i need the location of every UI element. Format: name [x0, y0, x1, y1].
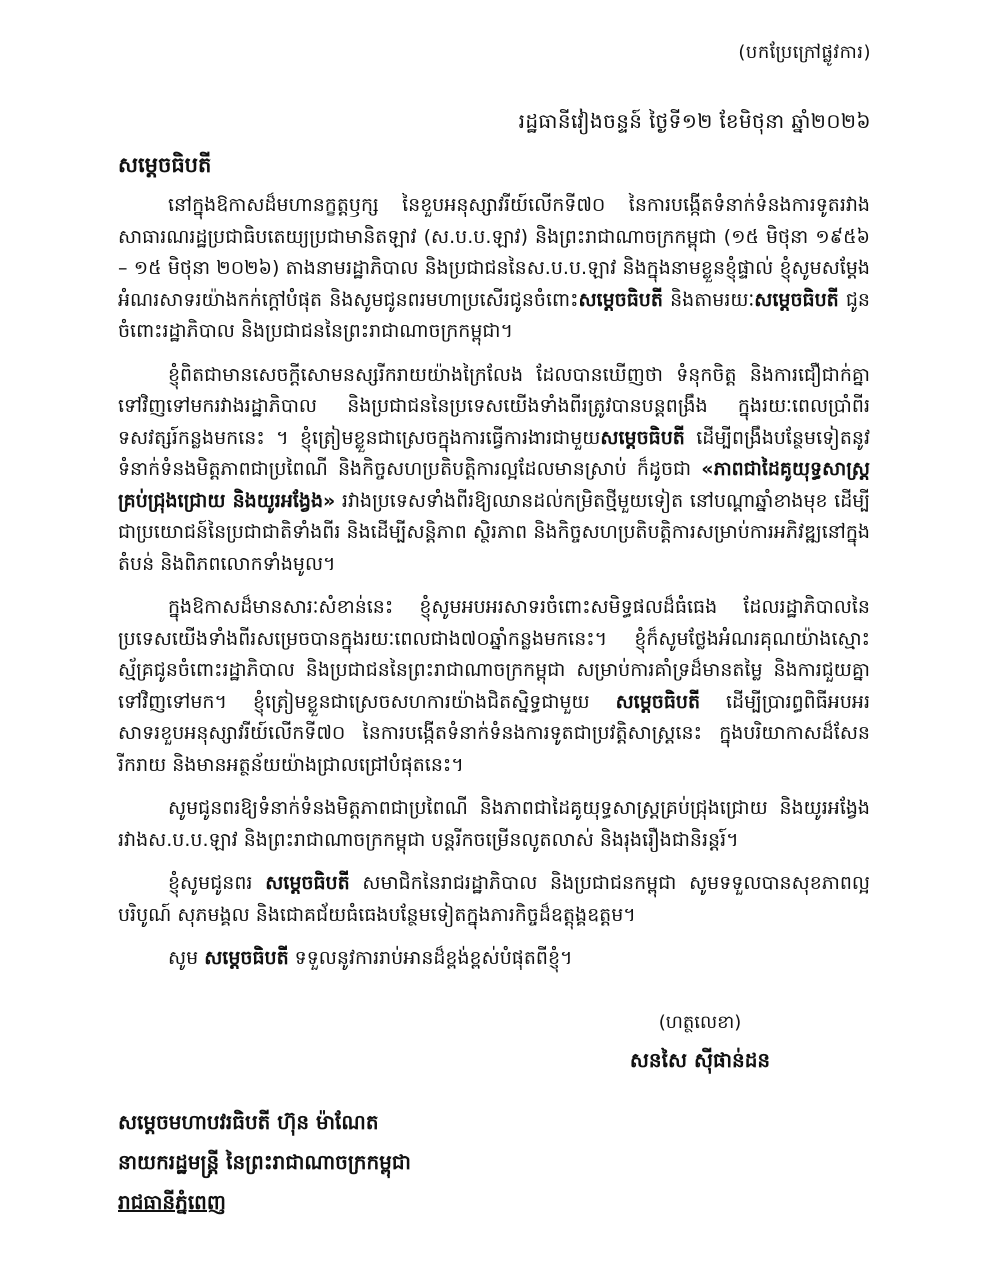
body-paragraph-5	[118, 868, 870, 931]
recipient-title: នាយករដ្ឋមន្ត្រី នៃព្រះរាជាណាចក្រកម្ពុជា	[118, 1150, 411, 1174]
emphasis-text: សម្តេចធិបតី	[600, 426, 685, 449]
body-paragraph-2	[118, 360, 870, 581]
paragraph-text: នៅក្នុងឱកាសដ៏មហានក្ខត្តឫក្ស នៃខួបអនុស្សាវរីយ៍លើកទី៧០ នៃការបង្កើតទំនាក់ទំនងការទូតរវាងសាធារណរដ្ឋប្រជាធិបតេយ្យប្រជាមានិតឡាវ (ស.ប.ប.ឡាវ) និងព្រះរាជាណាចក្រកម្ពុជា (១៥ មិថុនា ១៩៥៦ – ១៥ មិថុនា ២០២៦) តាងនាមរដ្ឋាភិបាល និងប្រជាជននៃស.ប.ប.ឡាវ និងក្នុងនាមខ្លួនខ្ញុំផ្ទាល់ ខ្ញុំសូមសម្តែងអំណរសាទរយ៉ាងកក់ក្តៅបំផុត និងសូមជូនពរមហាប្រសើរជូនចំពោះ	[118, 194, 870, 311]
emphasis-text: សម្តេចធិបតី	[615, 690, 701, 713]
paragraph-text: ខ្ញុំពិតជាមានសេចក្តីសោមនស្សរីករាយយ៉ាងក្រៃលែង ដែលបានឃើញថា ទំនុកចិត្ត និងការជឿជាក់គ្នាទៅវិញទៅមករវាងរដ្ឋាភិបាល និងប្រជាជននៃប្រទេសយើងទាំងពីរត្រូវបានបន្តពង្រឹង ក្នុងរយៈពេលប្រាំពីរទសវត្សរ៍កន្លងមកនេះ ។ ខ្ញុំត្រៀមខ្លួនជាស្រេចក្នុងការធ្វើការងារជាមួយ	[118, 363, 870, 449]
body-paragraph-6	[118, 943, 870, 975]
recipient-location: រាជធានីភ្នំពេញ	[118, 1190, 226, 1214]
paragraph-text: និងតាមរយៈ	[662, 288, 755, 311]
body-paragraph-4	[118, 793, 870, 856]
signature-note: (ហត្ថលេខា)	[658, 1012, 742, 1033]
salutation: សម្តេចធិបតី	[118, 153, 212, 177]
translation-note: (បកប្រែក្រៅផ្លូវការ)	[738, 42, 871, 63]
paragraph-text: ខ្ញុំសូមជូនពរ	[168, 872, 266, 894]
paragraph-text: ជូនចំពោះរដ្ឋាភិបាល និងប្រជាជននៃព្រះរាជាណាចក្រកម្ពុជា។	[118, 288, 870, 342]
recipient-name: សម្តេចមហាបវរធិបតី ហ៊ុន ម៉ាណែត	[118, 1110, 379, 1134]
paragraph-text: ក្នុងឱកាសដ៏មានសារៈសំខាន់នេះ ខ្ញុំសូមអបអរសាទរចំពោះសមិទ្ធផលដ៏ធំធេង ដែលរដ្ឋាភិបាលនៃប្រទេសយើងទាំងពីរសម្រេចបានក្នុងរយៈពេលជាង៧០ឆ្នាំកន្លងមកនេះ។ ខ្ញុំក៏សូមថ្លែងអំណរគុណយ៉ាងស្មោះស្ម័គ្រជូនចំពោះរដ្ឋាភិបាល និងប្រជាជននៃព្រះរាជាណាចក្រកម្ពុជា សម្រាប់ការគាំទ្រដ៏មានតម្លៃ និងការជួយគ្នាទៅវិញទៅមក។ ខ្ញុំត្រៀមខ្លួនជាស្រេចសហការយ៉ាងជិតស្និទ្ធជាមួយ	[118, 596, 870, 713]
paragraph-text: ដើម្បីប្រារព្ធពិធីអបអរសាទរខួបអនុស្សាវរីយ៍លើកទី៧០ នៃការបង្កើតទំនាក់ទំនងការទូតជាប្រវត្តិសាស្ត្រនេះ ក្នុងបរិយាកាសដ៏សែនរីករាយ និងមានអត្ថន័យយ៉ាងជ្រាលជ្រៅបំផុតនេះ។	[118, 690, 870, 776]
recipient-block	[118, 1102, 411, 1222]
signatory-name: សនសៃ ស៊ីផាន់ដន	[629, 1048, 771, 1072]
emphasis-text: សម្តេចធិបតី	[265, 872, 350, 894]
paragraph-text: ដើម្បីពង្រឹងបន្ថែមទៀតនូវទំនាក់ទំនងមិត្តភាពជាប្រពៃណី និងកិច្ចសហប្រតិបត្តិការល្អដែលមានស្រាប់ ក៏ដូចជា	[118, 426, 870, 480]
paragraph-text: សូមជូនពរឱ្យទំនាក់ទំនងមិត្តភាពជាប្រពៃណី និងភាពជាដៃគូយុទ្ធសាស្ត្រគ្រប់ជ្រុងជ្រោយ និងយូរអង្វែង រវាងស.ប.ប.ឡាវ និងព្រះរាជាណាចក្រកម្ពុជា បន្តរីកចម្រើនលូតលាស់ និងរុងរឿងជានិរន្តរ៍។	[118, 797, 870, 851]
paragraph-text: សូម	[168, 947, 205, 969]
paragraph-text: សមាជិកនៃរាជរដ្ឋាភិបាល និងប្រជាជនកម្ពុជា សូមទទួលបានសុខភាពល្អបរិបូណ៍ សុភមង្គល និងជោគជ័យធំធេងបន្ថែមទៀតក្នុងភារកិច្ចដ៏ឧត្តុង្គឧត្តម។	[118, 872, 871, 926]
emphasis-text: សម្តេចធិបតី	[578, 288, 663, 311]
emphasis-text: សម្តេចធិបតី	[204, 947, 289, 969]
emphasis-text: សម្តេចធិបតី	[754, 288, 839, 311]
emphasis-text: «ភាពជាដៃគូយុទ្ធសាស្ត្រគ្រប់ជ្រុងជ្រោយ និងយូរអង្វែង»	[118, 458, 870, 512]
letter-body	[118, 190, 870, 987]
dateline: រដ្ឋធានីវៀងចន្ទន៍ ថ្ងៃទី១២ ខែមិថុនា ឆ្នាំ២០២៦	[518, 109, 871, 133]
paragraph-text: រវាងប្រទេសទាំងពីរឱ្យឈានដល់កម្រិតថ្មីមួយទៀត នៅបណ្តាឆ្នាំខាងមុខ ដើម្បីជាប្រយោជន៍នៃប្រជាជាតិទាំងពីរ និងដើម្បីសន្តិភាព ស្ថិរភាព និងកិច្ចសហប្រតិបត្តិការសម្រាប់ការអភិវឌ្ឍនៅក្នុងតំបន់ និងពិភពលោកទាំងមូល។	[118, 489, 870, 575]
body-paragraph-3	[118, 592, 870, 781]
paragraph-text: ទទួលនូវការរាប់អានដ៏ខ្ពង់ខ្ពស់បំផុតពីខ្ញុំ។	[288, 947, 573, 969]
body-paragraph-1	[118, 190, 870, 348]
signature-block	[600, 1010, 800, 1077]
